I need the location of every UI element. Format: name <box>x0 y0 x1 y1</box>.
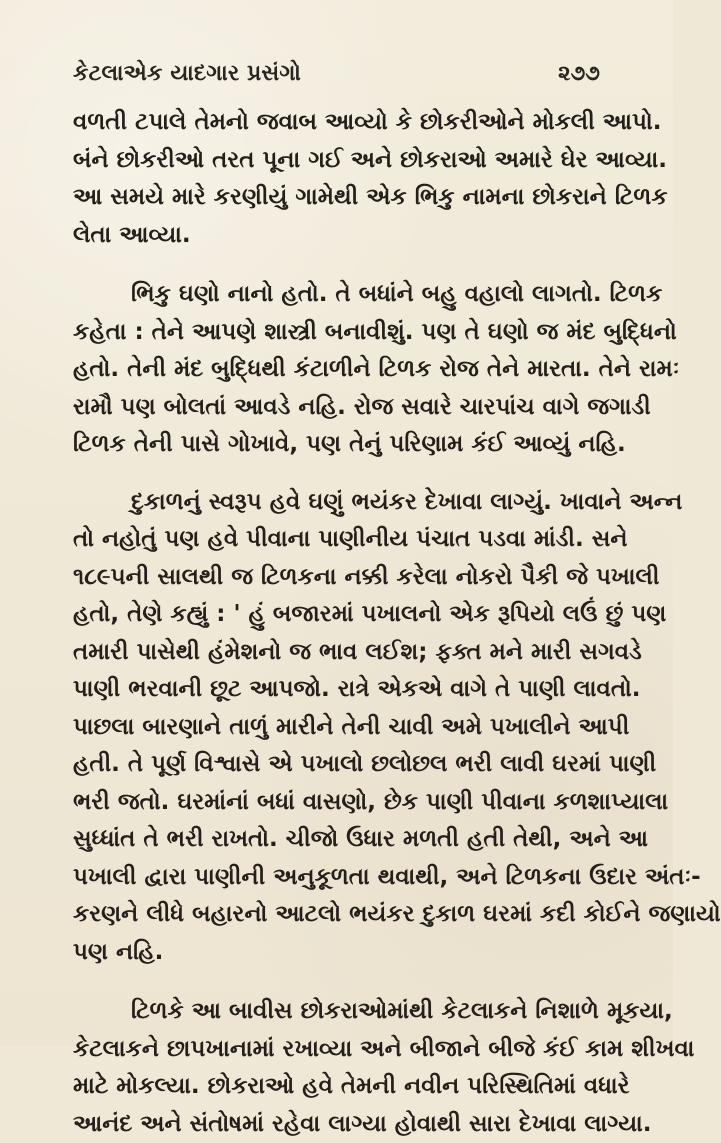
running-title: કેટલાએક યાદગાર પ્રસંગો <box>73 61 301 86</box>
paragraph-line: ૧૮૯૫ની સાલથી જ ટિળકના નક્કી કરેલા નોકરો પૈકી જે પખાલી <box>73 559 600 597</box>
paragraph-2 <box>73 276 600 464</box>
paragraph-line: પખાલી દ્વારા પાણીની અનુકૂળતા થવાથી, અને ટિળકના ઉદાર અંતઃ- <box>73 859 600 897</box>
paragraph-line: તમારી પાસેથી હંમેશનો જ ભાવ લઈશ; ફક્ત મને મારી સગવડે <box>73 634 600 672</box>
paragraph-line: કેટલાકને છાપખાનામાં રખાવ્યા અને બીજાને બીજે કંઈ કામ શીખવા <box>73 1031 600 1069</box>
page-header <box>73 56 600 90</box>
paragraph-line: કહેતા : તેને આપણે શાસ્ત્રી બનાવીશું. પણ તે ઘણો જ મંદ બુદ્ધિનો <box>73 314 600 352</box>
paragraph-line: કરણને લીધે બહારનો આટલો ભયંકર દુકાળ ઘરમાં કદી કોઈને જણાયો <box>73 896 600 934</box>
paragraph-line: વળતી ટપાલે તેમનો જવાબ આવ્યો કે છોકરીઓને મોકલી આપો. <box>73 104 600 142</box>
paragraph-line: સુધ્ધાંત તે ભરી રાખતો. ચીજો ઉધાર મળતી હતી તેથી, અને આ <box>73 821 600 859</box>
page-number: ૨૭૭ <box>558 61 600 86</box>
paragraph-line: રામૌ પણ બોલતાં આવડે નહિ. રોજ સવારે ચારપાંચ વાગે જગાડી <box>73 389 600 427</box>
paragraph-line: ટિળક તેની પાસે ગોખાવે, પણ તેનું પરિણામ કંઈ આવ્યું નહિ. <box>73 426 600 464</box>
paragraph-line: હતો, તેણે કહ્યું : ' હું બજારમાં પખાલનો એક રૂપિયો લઉં છું પણ <box>73 596 600 634</box>
paragraph-line: દુકાળનું સ્વરૂપ હવે ઘણું ભયંકર દેખાવા લાગ્યું. ખાવાને અન્ન <box>73 484 600 522</box>
paragraph-line: આનંદ અને સંતોષમાં રહેવા લાગ્યા હોવાથી સારા દેખાવા લાગ્યા. <box>73 1106 600 1143</box>
paragraph-line: પણ નહિ. <box>73 934 600 972</box>
paragraph-line: હતી. તે પૂર્ણ વિશ્વાસે એ પખાલો છલોછલ ભરી લાવી ઘરમાં પાણી <box>73 746 600 784</box>
paragraph-line: હતો. તેની મંદ બુદ્ધિથી કંટાળીને ટિળક રોજ તેને મારતા. તેને રામઃ <box>73 351 600 389</box>
paragraph-4 <box>73 993 600 1143</box>
page-content <box>73 104 600 1143</box>
paragraph-line: તો નહોતું પણ હવે પીવાના પાણીનીય પંચાત પડવા માંડી. સને <box>73 521 600 559</box>
paragraph-line: આ સમયે મારે કરણીયું ગામેથી એક ભિકુ નામના છોકરાને ટિળક <box>73 179 600 217</box>
paragraph-3 <box>73 484 600 972</box>
paragraph-line: બંને છોકરીઓ તરત પૂના ગઈ અને છોકરાઓ અમારે ઘેર આવ્યા. <box>73 142 600 180</box>
paragraph-line: ભરી જતો. ઘરમાંનાં બધાં વાસણો, છેક પાણી પીવાના કળશાપ્યાલા <box>73 784 600 822</box>
paragraph-line: ભિકુ ઘણો નાનો હતો. તે બધાંને બહુ વહાલો લાગતો. ટિળક <box>73 276 600 314</box>
paragraph-line: પાછલા બારણાને તાળું મારીને તેની ચાવી અમે પખાલીને આપી <box>73 709 600 747</box>
paragraph-1 <box>73 104 600 254</box>
paragraph-line: પાણી ભરવાની છૂટ આપજો. રાત્રે એકએ વાગે તે પાણી લાવતો. <box>73 671 600 709</box>
paragraph-line: ટિળકે આ બાવીસ છોકરાઓમાંથી કેટલાકને નિશાળે મૂકયા, <box>73 993 600 1031</box>
paragraph-line: લેતા આવ્યા. <box>73 217 600 255</box>
paragraph-line: માટે મોકલ્યા. છોકરાઓ હવે તેમની નવીન પરિસ્થિતિમાં વધારે <box>73 1068 600 1106</box>
